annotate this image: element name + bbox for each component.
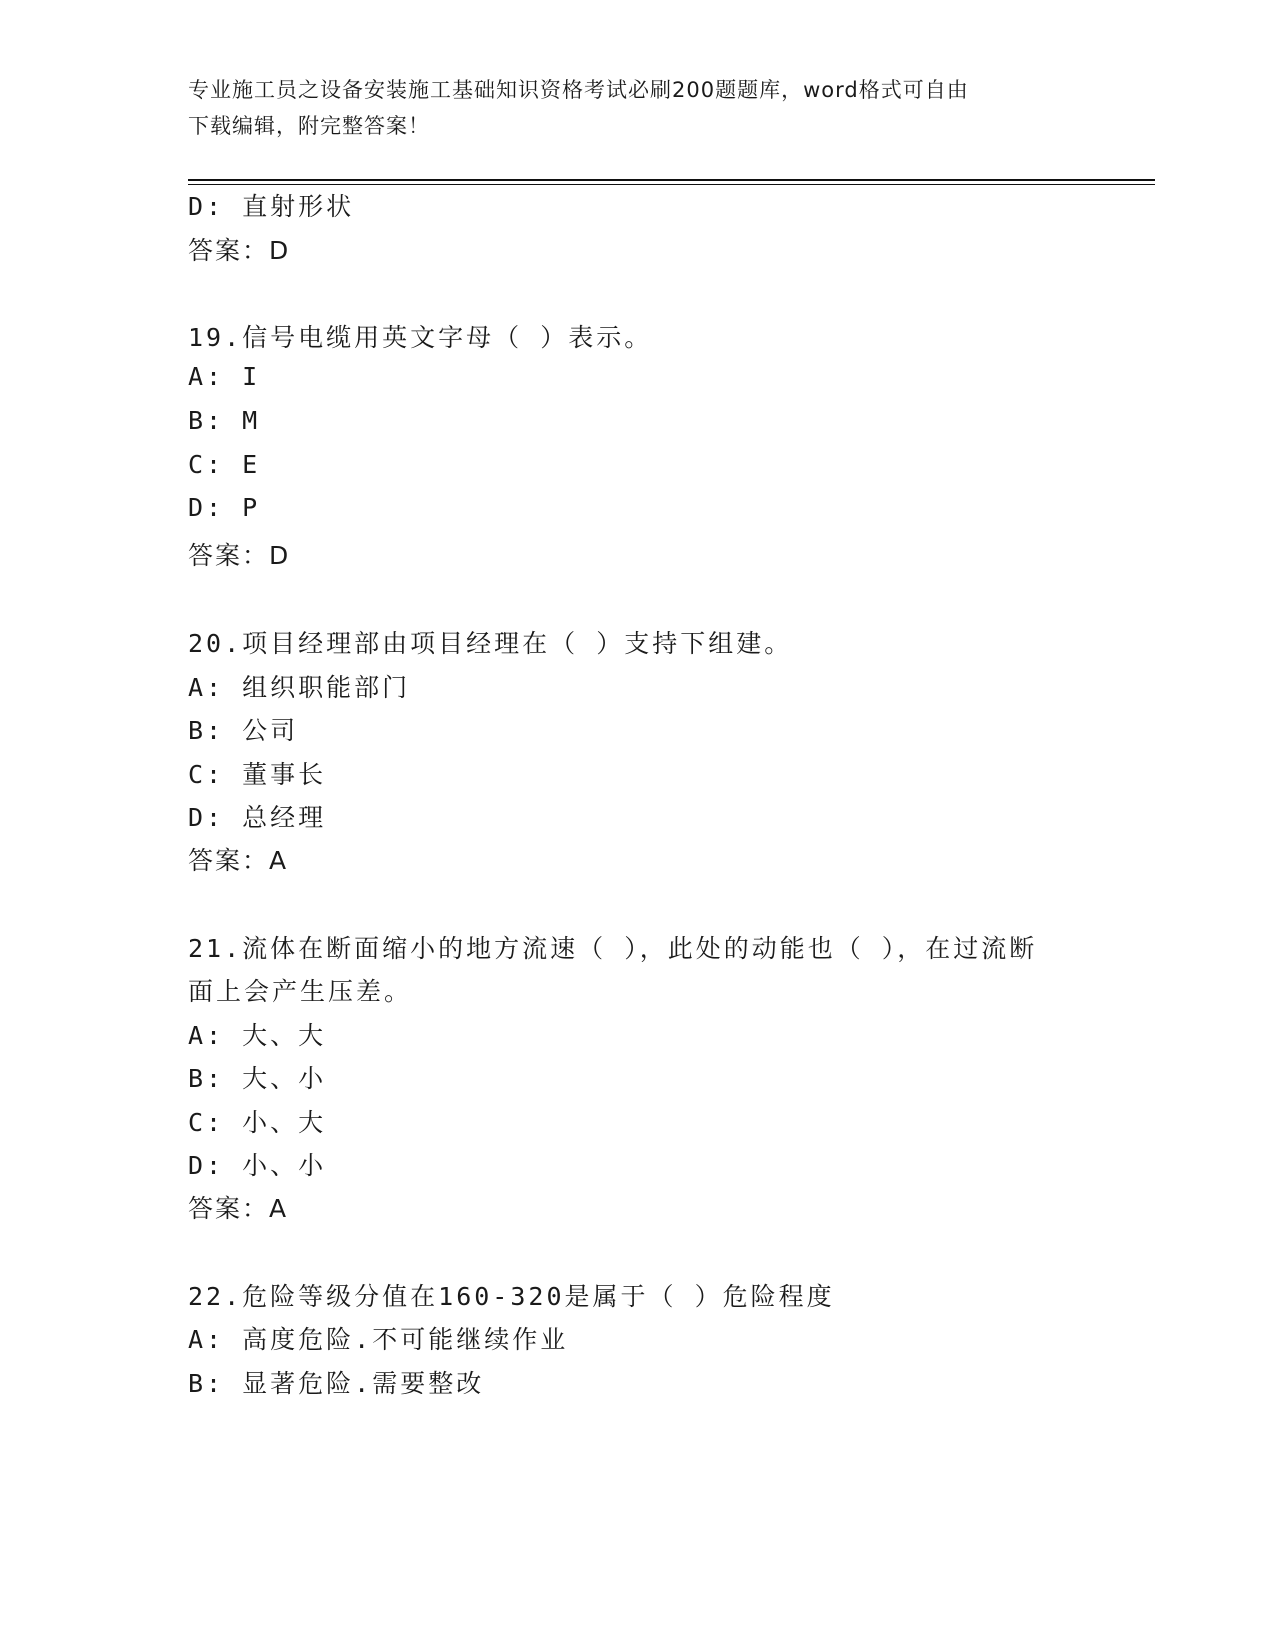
document-header xyxy=(188,72,1068,144)
q21-stem-line-2: 面上会产生压差。 xyxy=(188,977,413,1006)
q22-option-a: A: 高度危险.不可能继续作业 xyxy=(188,1325,569,1354)
q20-answer: 答案：A xyxy=(188,846,289,875)
q19-stem: 19.信号电缆用英文字母（ ）表示。 xyxy=(188,323,653,352)
header-divider-thick xyxy=(188,179,1155,181)
q21-option-a: A: 大、大 xyxy=(188,1021,327,1050)
q20-stem: 20.项目经理部由项目经理在（ ）支持下组建。 xyxy=(188,629,793,658)
q21-option-b: B: 大、小 xyxy=(188,1064,327,1093)
header-line-1: 专业施工员之设备安装施工基础知识资格考试必刷200题题库，word格式可自由 xyxy=(188,78,969,102)
q20-option-c: C: 董事长 xyxy=(188,760,327,789)
q19-option-d: D: P xyxy=(188,493,261,522)
q22-option-b: B: 显著危险.需要整改 xyxy=(188,1369,485,1398)
q19-option-b: B: M xyxy=(188,406,261,435)
prev-option-d: D: 直射形状 xyxy=(188,192,355,221)
header-divider-thin xyxy=(188,184,1155,185)
q20-option-a: A: 组织职能部门 xyxy=(188,673,411,702)
q19-option-c: C: E xyxy=(188,450,261,479)
prev-answer: 答案：D xyxy=(188,236,291,265)
q21-option-d: D: 小、小 xyxy=(188,1151,327,1180)
q20-option-d: D: 总经理 xyxy=(188,803,327,832)
header-line-2: 下载编辑，附完整答案！ xyxy=(188,114,430,138)
q21-stem-line-1: 21.流体在断面缩小的地方流速（ ），此处的动能也（ ），在过流断 xyxy=(188,934,1038,963)
q21-answer: 答案：A xyxy=(188,1194,289,1223)
q21-option-c: C: 小、大 xyxy=(188,1108,327,1137)
q19-answer: 答案：D xyxy=(188,541,291,570)
q19-option-a: A: I xyxy=(188,362,261,391)
q20-option-b: B: 公司 xyxy=(188,716,299,745)
q22-stem: 22.危险等级分值在160-320是属于（ ）危险程度 xyxy=(188,1282,835,1311)
